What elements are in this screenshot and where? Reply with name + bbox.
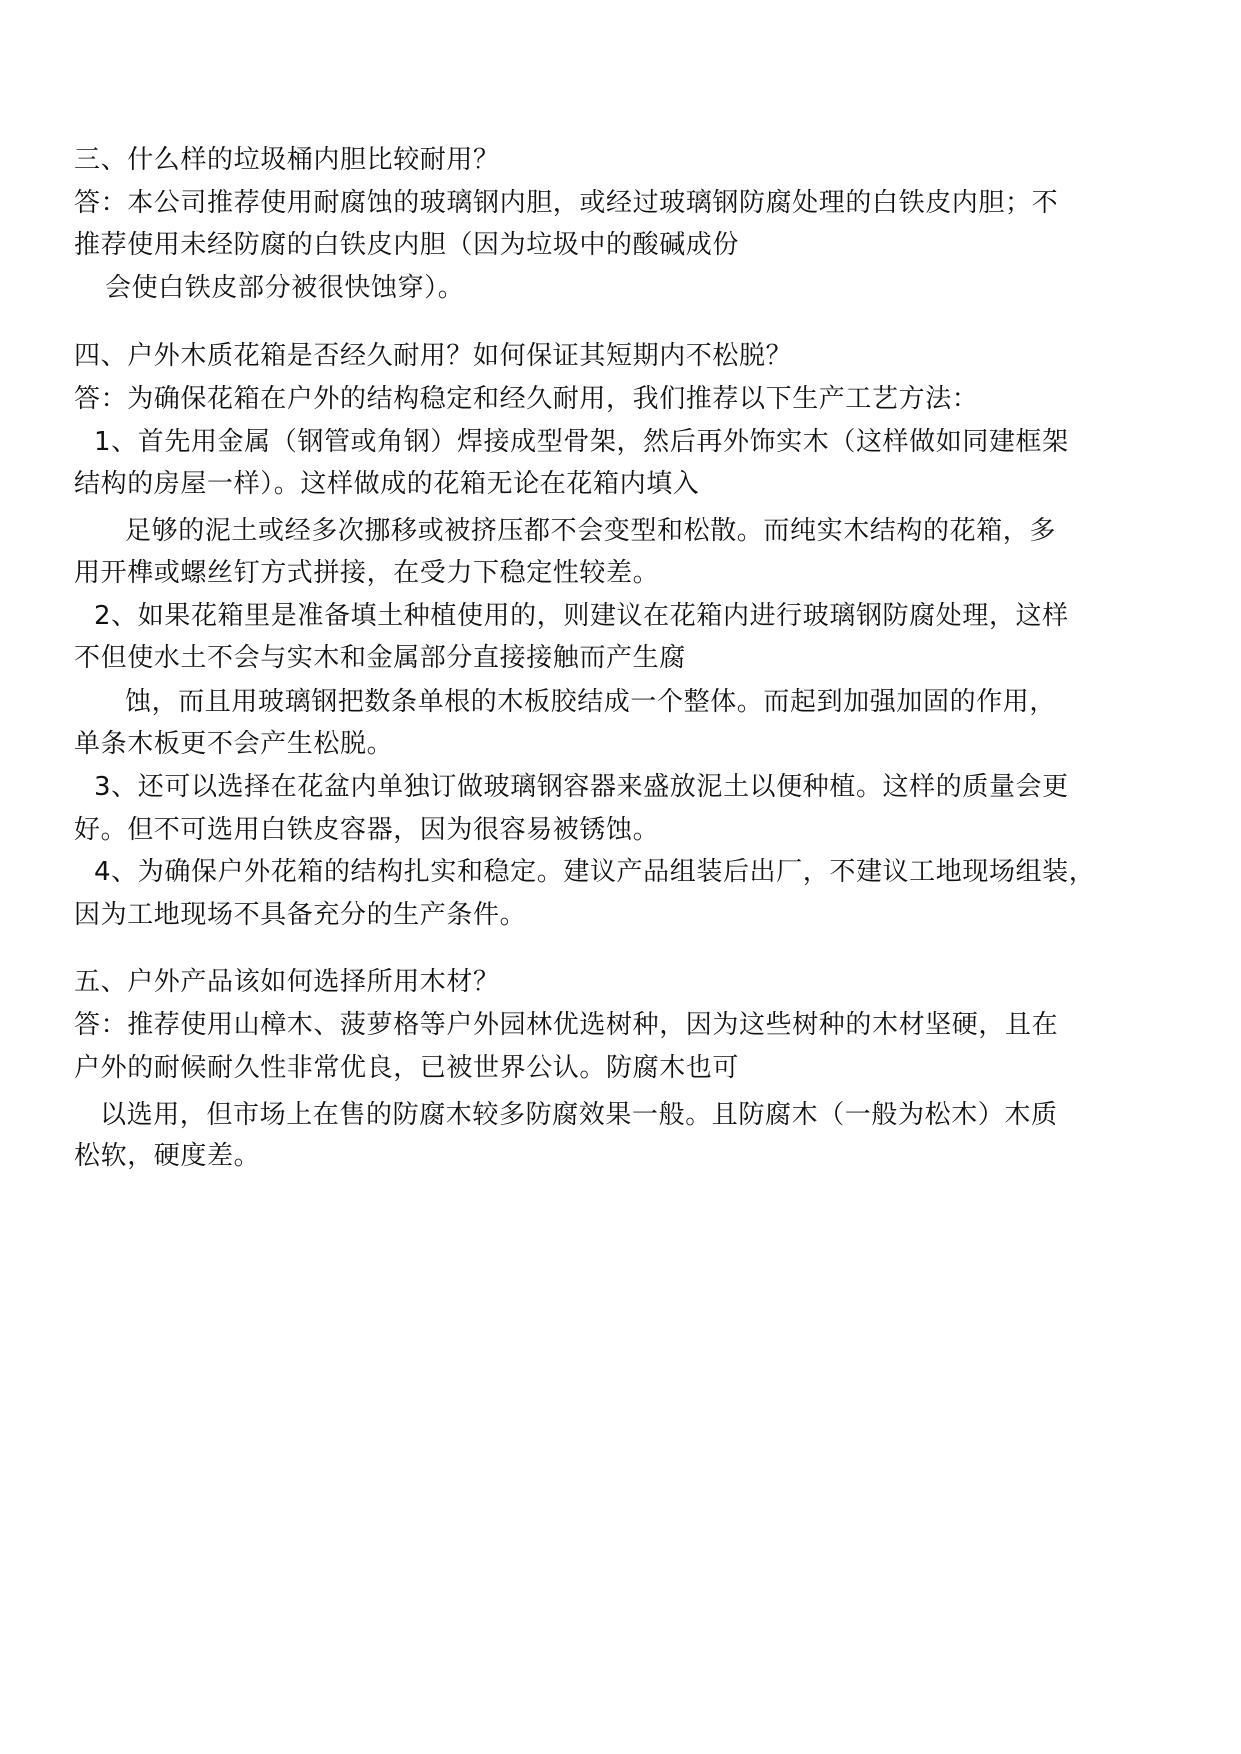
section-3-heading: 三、什么样的垃圾桶内胆比较耐用？ <box>74 145 500 175</box>
section-4-heading: 四、户外木质花箱是否经久耐用？如何保证其短期内不松脱？ <box>74 341 793 371</box>
section-4-item-4-cont: 因为工地现场不具备充分的生产条件。 <box>74 900 527 930</box>
section-4-item-2-cont: 单条木板更不会产生松脱。 <box>74 729 394 759</box>
section-5-answer-line: 松软，硬度差。 <box>74 1141 261 1171</box>
section-4-item-4: 4、为确保户外花箱的结构扎实和稳定。建议产品组装后出厂，不建议工地现场组装， <box>94 857 1096 887</box>
section-4-item-1-cont: 用开榫或螺丝钉方式拼接，在受力下稳定性较差。 <box>74 558 660 588</box>
section-3-answer-line: 答：本公司推荐使用耐腐蚀的玻璃钢内胆，或经过玻璃钢防腐处理的白铁皮内胆；不 <box>74 188 1059 218</box>
section-4-answer-line: 答：为确保花箱在户外的结构稳定和经久耐用，我们推荐以下生产工艺方法： <box>74 384 979 414</box>
section-4-item-3: 3、还可以选择在花盆内单独订做玻璃钢容器来盛放泥土以便种植。这样的质量会更 <box>94 772 1069 802</box>
section-3-answer-line: 推荐使用未经防腐的白铁皮内胆（因为垃圾中的酸碱成份 <box>74 230 740 260</box>
section-3-answer-line: 会使白铁皮部分被很快蚀穿）。 <box>105 273 465 303</box>
section-4-item-1: 1、首先用金属（钢管或角钢）焊接成型骨架，然后再外饰实木（这样做如同建框架 <box>94 427 1069 457</box>
section-5-answer-line: 答：推荐使用山樟木、菠萝格等户外园林优选树种，因为这些树种的木材坚硬，且在 <box>74 1010 1059 1040</box>
section-4-item-1-cont: 足够的泥土或经多次挪移或被挤压都不会变型和松散。而纯实木结构的花箱，多 <box>125 516 1057 546</box>
section-5-answer-line: 户外的耐候耐久性非常优良，已被世界公认。防腐木也可 <box>74 1053 740 1083</box>
section-4-item-2-cont: 蚀，而且用玻璃钢把数条单根的木板胶结成一个整体。而起到加强加固的作用， <box>125 687 1057 717</box>
section-4-item-2: 2、如果花箱里是准备填土种植使用的，则建议在花箱内进行玻璃钢防腐处理，这样 <box>94 601 1069 631</box>
section-4-item-1-cont: 结构的房屋一样）。这样做成的花箱无论在花箱内填入 <box>74 469 700 499</box>
section-5-heading: 五、户外产品该如何选择所用木材？ <box>74 967 500 997</box>
section-4-item-2-cont: 不但使水土不会与实木和金属部分直接接触而产生腐 <box>74 643 686 673</box>
section-4-item-3-cont: 好。但不可选用白铁皮容器，因为很容易被锈蚀。 <box>74 815 660 845</box>
section-5-answer-line: 以选用，但市场上在售的防腐木较多防腐效果一般。且防腐木（一般为松木）木质 <box>100 1100 1058 1130</box>
